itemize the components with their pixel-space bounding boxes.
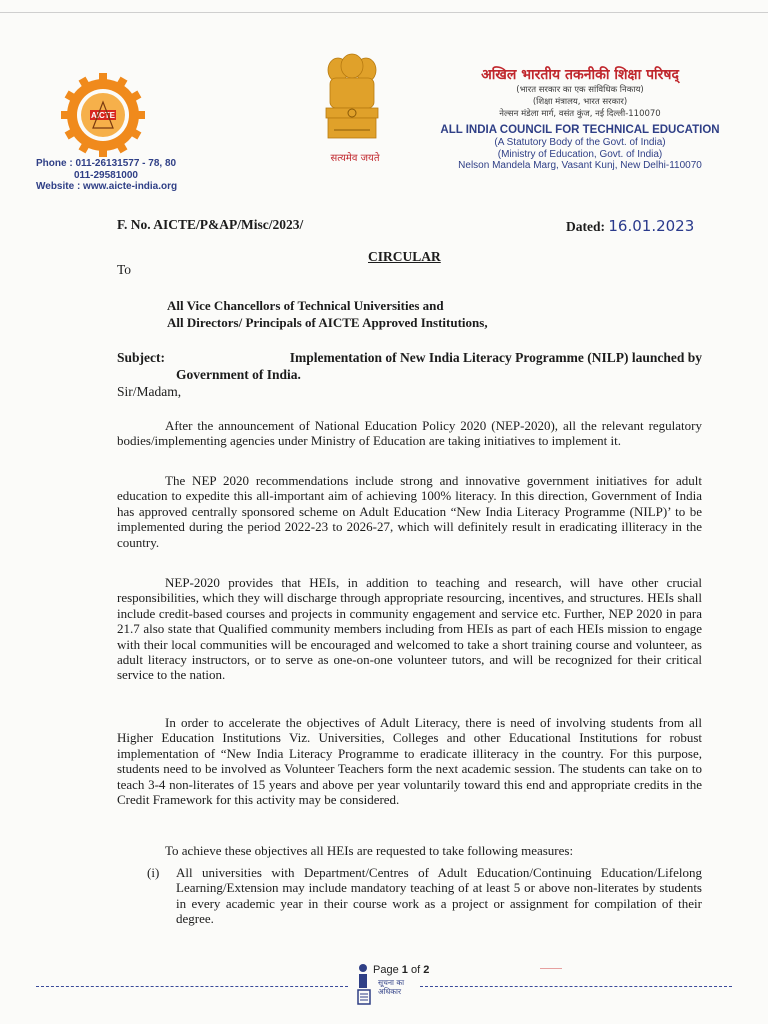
paragraph xyxy=(117,473,702,550)
dated-value: 16.01.2023 xyxy=(608,217,695,235)
national-emblem-icon xyxy=(316,52,388,148)
scan-mark xyxy=(540,968,562,969)
page-current: 1 xyxy=(401,964,408,976)
dated-label: Dated: xyxy=(566,219,605,234)
to-label: To xyxy=(117,262,132,277)
rti-caption xyxy=(378,978,404,996)
phone-line-2: 011-29581000 xyxy=(74,169,138,181)
measure-number: (i) xyxy=(147,865,160,880)
paragraph xyxy=(117,418,702,449)
addressee xyxy=(167,297,607,331)
footer-rule-left xyxy=(36,986,348,987)
english-line-3: Nelson Mandela Marg, Vasant Kunj, New Delhi-110070 xyxy=(458,160,702,171)
english-title: ALL INDIA COUNCIL FOR TECHNICAL EDUCATION xyxy=(440,124,720,136)
paragraph-text: To achieve these objectives all HEIs are requested to take following measures: xyxy=(165,843,574,858)
footer-rule-right xyxy=(420,986,732,987)
subject xyxy=(117,349,702,383)
paragraph xyxy=(117,843,702,858)
file-number: F. No. AICTE/P&AP/Misc/2023/ xyxy=(117,217,304,232)
measure-item xyxy=(117,865,702,927)
subject-line-2: Government of India. xyxy=(176,367,301,382)
letterhead-header xyxy=(405,66,755,172)
measure-text: All universities with Department/Centres of Adult Education/Continuing Education/Lifelong Learning/Extension may include mandatory teaching of at least 5 or above non-literates by students in every academic year in their course work as a project or assignment for compilation of their degree. xyxy=(176,865,702,927)
hindi-line-1: (भारत सरकार का एक सांविधिक निकाय) xyxy=(516,85,644,95)
page-label: Page xyxy=(373,964,399,976)
paragraph xyxy=(117,575,702,683)
hindi-line-3: नेल्सन मंडेला मार्ग, वसंत कुंज, नई दिल्ली-110070 xyxy=(499,109,661,119)
english-line-2: (Ministry of Education, Govt. of India) xyxy=(497,148,663,160)
phone-line-1: Phone : 011-26131577 - 78, 80 xyxy=(36,158,177,169)
page-number xyxy=(373,964,429,976)
website-line: Website : www.aicte-india.org xyxy=(36,181,178,192)
contact-block xyxy=(36,158,196,193)
salutation: Sir/Madam, xyxy=(117,384,182,399)
circular-heading: CIRCULAR xyxy=(368,249,441,264)
paragraph-text: In order to accelerate the objectives of Adult Literacy, there is need of involving students from all Higher Education Institutions Viz. Universities, Colleges and other Educational Institutions for robust implementation of “New India Literacy Programme to eradicate illiteracy in the country. For this purpose, students need to be involved as Volunteer Teachers form the next academic session. The students can take on to teach 3-4 non-literates of 15 years and above per year voluntarily toward this end and appropriate credits in the Credit Framework for this activity may be considered. xyxy=(117,715,702,808)
subject-line-1: Implementation of New India Literacy Programme (NILP) launched by xyxy=(289,350,702,365)
rti-line-1: सूचना का xyxy=(378,978,405,987)
date-block xyxy=(566,217,694,235)
paragraph-text: NEP-2020 provides that HEIs, in addition to teaching and research, will have other crucial responsibilities, which they will discharge through appropriate resourcing, incentives, and structures. HEIs shall include credit-based courses and projects in community engagement and service etc. Further, NEP 2020 in para 21.7 also state that Qualified community members including from HEIs as part of each HEIs mission to engage with their local communities will be encouraged and welcomed to take a short training course and volunteer, as adult literacy instructors, or to serve as one-on-one volunteer tutors, and will be recognized for their critical service to the nation. xyxy=(117,575,702,683)
paragraph-text: After the announcement of National Education Policy 2020 (NEP-2020), all the relevant regulatory bodies/implementing agencies under Ministry of Education are taking initiatives to implement it. xyxy=(117,418,702,449)
addressee-line-2: All Directors/ Principals of AICTE Approved Institutions, xyxy=(167,315,488,330)
page-of: of xyxy=(410,964,421,976)
svg-text:AICTE: AICTE xyxy=(91,111,115,120)
hindi-line-2: (शिक्षा मंत्रालय, भारत सरकार) xyxy=(532,97,628,107)
paragraph xyxy=(117,715,702,807)
addressee-line-1: All Vice Chancellors of Technical Universities and xyxy=(167,298,444,313)
page-total: 2 xyxy=(423,964,430,976)
hindi-title: अखिल भारतीय तकनीकी शिक्षा परिषद् xyxy=(481,67,679,83)
rti-line-2: अधिकार xyxy=(378,987,402,996)
subject-label: Subject: xyxy=(117,350,165,365)
english-line-1: (A Statutory Body of the Govt. of India) xyxy=(494,137,666,148)
aicte-logo xyxy=(60,72,146,158)
scan-top-edge xyxy=(0,12,768,13)
emblem-motto: सत्यमेव जयते xyxy=(330,153,380,164)
paragraph-text: The NEP 2020 recommendations include strong and innovative government initiatives for adult education to expedite this all-important aim of achieving 100% literacy. In this direction, Government of India has approved centrally sponsored scheme on Adult Education “New India Literacy Programme (NILP)’ to be implemented during the period 2022-23 to 2026-27, which will definitely result in eradicating illiteracy in the country. xyxy=(117,473,702,550)
